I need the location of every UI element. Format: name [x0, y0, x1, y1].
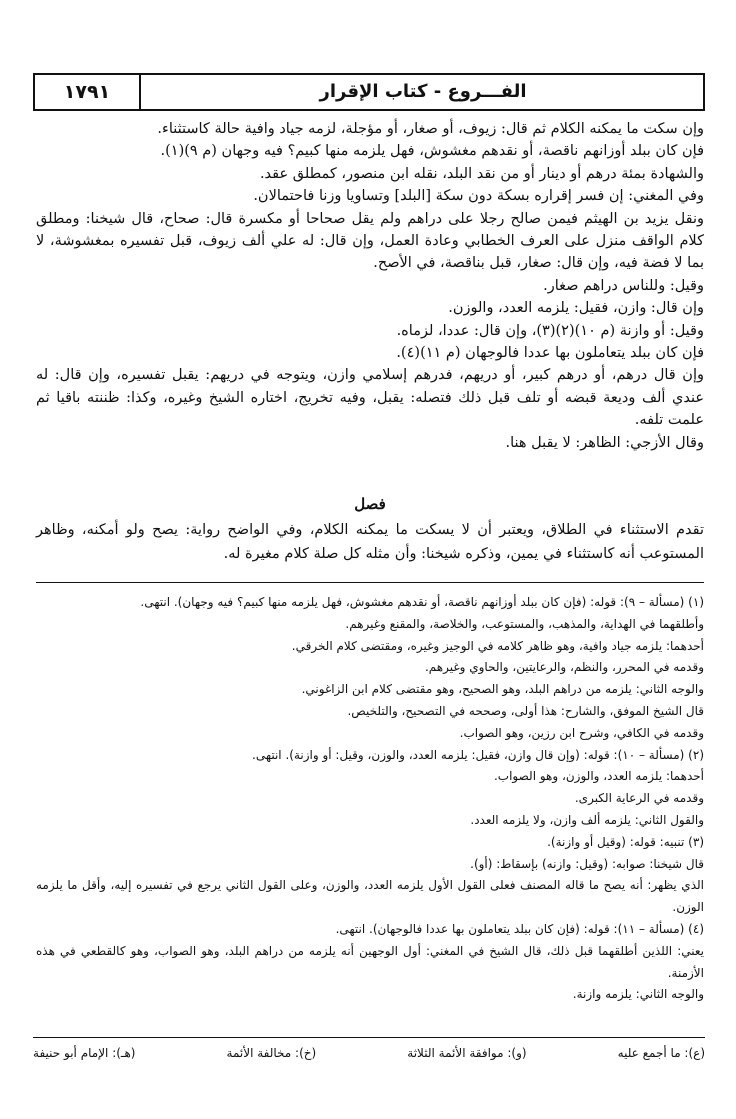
- main-text: [36, 118, 704, 454]
- footnotes: [36, 592, 704, 1006]
- section-text: [36, 518, 704, 566]
- main-paragraph: ونقل يزيد بن الهيثم فيمن صالح رجلا على دراهم ولم يقل صحاحا أو مكسرة قال: صحاح، قال شيخنا: ومطلق كلام الواقف منزل على العرف الخطابي وعادة العمل، وإن قال: له علي ألف زيوف، قبل تفسيره بمغشوشة، لا بما لا فضة فيه، وإن قال: صغار، قبل بناقصة، في الأصح.: [36, 210, 704, 272]
- footnote-line: والوجه الثاني: يلزمه من دراهم البلد، وهو الصحيح، وهو مقتضى كلام ابن الزاغوني.: [301, 682, 704, 697]
- main-paragraph: وقيل: وللناس دراهم صغار.: [543, 277, 704, 294]
- main-paragraph: وقيل: أو وازنة (م ١٠)(٢)(٣)، وإن قال: عددا، لزماه.: [396, 322, 704, 339]
- main-paragraph: وإن قال: وازن، فقيل: يلزمه العدد، والوزن.: [448, 300, 704, 317]
- main-paragraph: فإن كان ببلد أوزانهم ناقصة، أو نقدهم مغشوش، فهل يلزمه منها كبيم؟ فيه وجهان (م ٩)(١).: [160, 143, 704, 160]
- section-heading: فصل: [354, 495, 386, 513]
- footnote-line: قال شيخنا: صوابه: (وقيل: وازنه) بإسقاط: (أو).: [470, 856, 704, 871]
- main-paragraph: وإن سكت ما يمكنه الكلام ثم قال: زيوف، أو صغار، أو مؤجلة، لزمه جياد وافية حالة كاستثناء.: [157, 121, 704, 137]
- footnote-line: أحدهما: يلزمه العدد، والوزن، وهو الصواب.: [493, 769, 704, 784]
- footnote-line: قال الشيخ الموفق، والشارح: هذا أولى، وصححه في التصحيح، والتلخيص.: [347, 703, 704, 718]
- footer-divider: [33, 1037, 705, 1038]
- main-paragraph: وفي المغني: إن فسر إقراره بسكة دون سكة [البلد] وتساويا وزنا فاحتمالان.: [253, 188, 704, 205]
- footnote-line: (٢) (مسألة – ١٠): قوله: (وإن قال وازن، فقيل: يلزمه العدد، والوزن، وقيل: أو وازنة). انتهى.: [252, 747, 704, 762]
- footnote-line: والقول الثاني: يلزمه ألف وازن، ولا يلزمه العدد.: [470, 812, 704, 827]
- footnote-line: (٣) تنبيه: قوله: (وقيل أو وازنة).: [547, 834, 704, 849]
- main-paragraph: فإن كان ببلد يتعاملون بها عددا فالوجهان (م ١١)(٤).: [396, 345, 704, 362]
- footnote-divider: [36, 582, 704, 583]
- footnote-line: والوجه الثاني: يلزمه وازنة.: [572, 987, 704, 1002]
- page-title: الفـــروع - كتاب الإقرار: [319, 81, 527, 102]
- footnote-line: يعني: اللذين أطلقهما قبل ذلك، قال الشيخ في المغني: أول الوجهين أنه يلزمه من دراهم البلد، وهو الصواب، وهو كالقطعي في هذه الأزمنة.: [36, 943, 704, 980]
- legend-item: (خ): مخالفة الأئمة: [226, 1046, 317, 1060]
- footnote-line: وقدمه في المحرر، والنظم، والرعايتين، والحاوي وغيرهم.: [424, 660, 704, 675]
- footnote-line: أحدهما: يلزمه جياد وافية، وهو ظاهر كلامه في الوجيز وغيره، ومقتضى كلام الخرقي.: [291, 638, 704, 653]
- footnote-line: (١) (مسألة – ٩): قوله: (فإن كان ببلد أوزانهم ناقصة، أو نقدهم مغشوش، فهل يلزمه منها كبيم؟ فيه وجهان). انتهى.: [140, 595, 704, 609]
- footnote-line: (٤) (مسألة – ١١): قوله: (فإن كان ببلد يتعاملون بها عددا فالوجهان). انتهى.: [335, 921, 704, 936]
- footnote-line: وأطلقهما في الهداية، والمذهب، والمستوعب، والخلاصة، والمقنع وغيرهم.: [345, 616, 704, 631]
- main-paragraph: وقال الأزجي: الظاهر: لا يقبل هنا.: [505, 434, 704, 451]
- footnote-line: وقدمه في الكافي، وشرح ابن رزين، وهو الصواب.: [459, 725, 704, 740]
- main-paragraph: وإن قال درهم، أو درهم كبير، أو دريهم، فدرهم إسلامي وازن، ويتوجه في دريهم: يقبل تفسيره، وإن قال: له عندي ألف وديعة قبضه أو تلف قبل ذلك فتصله: يقبل، وفيه تخريج، اختاره الشيخ وغيره، وكذا: ظننته باقيا ثم علمت تلفه.: [36, 367, 704, 429]
- legend-item: (هـ): الإمام أبو حنيفة: [33, 1046, 136, 1060]
- legend-item: (ع): ما أجمع عليه: [617, 1046, 705, 1060]
- abbreviations-legend: [33, 1041, 705, 1065]
- page-header: [33, 73, 705, 111]
- footnote-line: وقدمه في الرعاية الكبرى.: [574, 791, 704, 806]
- footnote-line: الذي يظهر: أنه يصح ما قاله المصنف فعلى القول الأول يلزمه العدد، والوزن، وعلى القول الثاني يرجع في تفسيره إليه، وأقل ما يلزمه الوزن.: [36, 878, 704, 915]
- legend-item: (و): موافقة الأئمة الثلاثة: [407, 1046, 527, 1060]
- section-paragraph: تقدم الاستثناء في الطلاق، ويعتبر أن لا يسكت ما يمكنه الكلام، وفي الواضح رواية: يصح ولو أمكنه، وظاهر المستوعب أنه كاستثناء في يمين، وذكره شيخنا: وأن مثله كل صلة كلام مغيرة له.: [36, 522, 704, 562]
- page-number: ١٧٩١: [35, 75, 141, 109]
- main-paragraph: والشهادة بمئة درهم أو دينار أو من نقد البلد، نقله ابن منصور، كمطلق عقد.: [259, 165, 704, 182]
